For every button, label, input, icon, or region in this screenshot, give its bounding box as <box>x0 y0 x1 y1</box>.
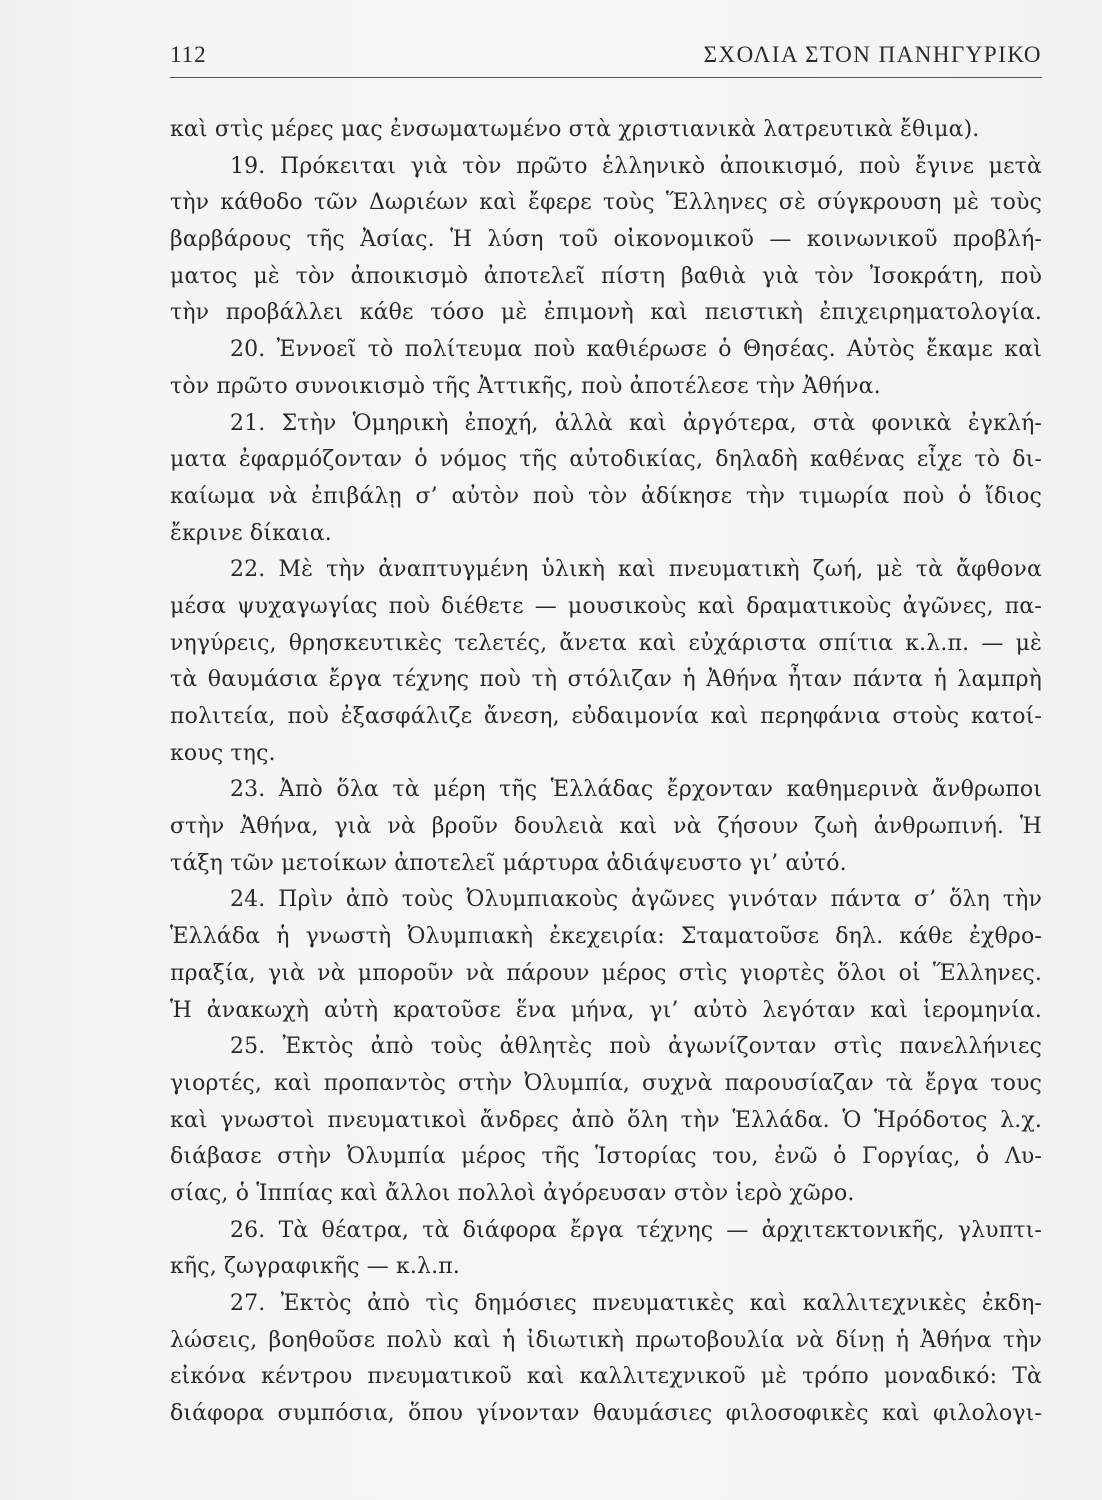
text-line: 19. Πρόκειται γιὰ τὸν πρῶτο ἑλληνικὸ ἀποικισμό, ποὺ ἔγινε μετὰ <box>230 153 1042 179</box>
text-line: 22. Μὲ τὴν ἀναπτυγμένη ὑλικὴ καὶ πνευματικὴ ζωή, μὲ τὰ ἄφθονα <box>230 557 1042 583</box>
text-line: κῆς, ζωγραφικῆς — κ.λ.π. <box>170 1254 461 1280</box>
text-line: 27. Ἐκτὸς ἀπὸ τὶς δημόσιες πνευματικὲς καὶ καλλιτεχνικὲς ἐκδη- <box>230 1291 1042 1316</box>
text-line: μέσα ψυχαγωγίας ποὺ διέθετε — μουσικοὺς καὶ δραματικοὺς ἀγῶνες, πα- <box>170 593 1042 619</box>
text-line: τάξη τῶν μετοίκων ἀποτελεῖ μάρτυρα ἀδιάψευστο γι’ αὐτό. <box>170 850 847 876</box>
text-line: λώσεις, βοηθοῦσε πολὺ καὶ ἡ ἰδιωτικὴ πρωτοβουλία νὰ δίνῃ ἡ Ἀθήνα τὴν <box>170 1327 1042 1353</box>
text-line: εἰκόνα κέντρου πνευματικοῦ καὶ καλλιτεχνικοῦ μὲ τρόπο μοναδικό: Τὰ <box>170 1364 1042 1390</box>
text-line: βαρβάρους τῆς Ἀσίας. Ἡ λύση τοῦ οἰκονομικοῦ — κοινωνικοῦ προβλή- <box>170 227 1042 253</box>
text-line: 25. Ἐκτὸς ἀπὸ τοὺς ἀθλητὲς ποὺ ἀγωνίζονταν στὶς πανελλήνιες <box>230 1034 1042 1060</box>
text-line: 26. Τὰ θέατρα, τὰ διάφορα ἔργα τέχνης — ἀρχιτεκτονικῆς, γλυπτι- <box>230 1217 1042 1243</box>
text-line: σίας, ὁ Ἱππίας καὶ ἄλλοι πολλοὶ ἀγόρευσαν στὸν ἱερὸ χῶρο. <box>170 1180 855 1206</box>
text-line: 20. Ἐννοεῖ τὸ πολίτευμα ποὺ καθιέρωσε ὁ Θησέας. Αὐτὸς ἔκαμε καὶ <box>230 337 1042 363</box>
text-line: διάβασε στὴν Ὀλυμπία μέρος τῆς Ἱστορίας του, ἐνῶ ὁ Γοργίας, ὁ Λυ- <box>170 1144 1042 1170</box>
text-line: στὴν Ἀθήνα, γιὰ νὰ βροῦν δουλειὰ καὶ νὰ ζήσουν ζωὴ ἀνθρωπινή. Ἡ <box>170 814 1042 840</box>
body-text <box>170 112 1042 1433</box>
text-line: ἔκρινε δίκαια. <box>170 520 332 546</box>
text-line: διάφορα συμπόσια, ὅπου γίνονταν θαυμάσιες φιλοσοφικὲς καὶ φιλολογι- <box>170 1401 1042 1427</box>
text-line: καὶ γνωστοὶ πνευματικοὶ ἄνδρες ἀπὸ ὅλη τὴν Ἑλλάδα. Ὁ Ἡρόδοτος λ.χ. <box>170 1107 1042 1133</box>
page-number: 112 <box>170 42 207 67</box>
text-line: πολιτεία, ποὺ ἐξασφάλιζε ἄνεση, εὐδαιμονία καὶ περηφάνια στοὺς κατοί- <box>170 704 1042 729</box>
text-line: τὰ θαυμάσια ἔργα τέχνης ποὺ τὴ στόλιζαν ἡ Ἀθήνα ἦταν πάντα ἡ λαμπρὴ <box>170 667 1042 693</box>
page-header <box>170 42 1042 76</box>
text-line: 23. Ἀπὸ ὅλα τὰ μέρη τῆς Ἑλλάδας ἔρχονταν καθημερινὰ ἄνθρωποι <box>230 777 1042 803</box>
text-line: Ἑλλάδα ἡ γνωστὴ Ὀλυμπιακὴ ἐκεχειρία: Σταματοῦσε δηλ. κάθε ἐχθρο- <box>170 924 1042 950</box>
text-line: γιορτές, καὶ προπαντὸς στὴν Ὀλυμπία, συχνὰ παρουσίαζαν τὰ ἔργα τους <box>170 1070 1042 1096</box>
text-line: καὶ στὶς μέρες μας ἐνσωματωμένο στὰ χριστιανικὰ λατρευτικὰ ἔθιμα). <box>170 117 980 142</box>
text-line: ματος μὲ τὸν ἀποικισμὸ ἀποτελεῖ πίστη βαθιὰ γιὰ τὸν Ἰσοκράτη, ποὺ <box>170 263 1042 289</box>
text-line: τὴν προβάλλει κάθε τόσο μὲ ἐπιμονὴ καὶ πειστικὴ ἐπιχειρηματολογία. <box>170 300 1042 326</box>
running-title: ΣΧΟΛΙΑ ΣΤΟΝ ΠΑΝΗΓΥΡΙΚΟ <box>703 42 1042 67</box>
text-line: τὴν κάθοδο τῶν Δωριέων καὶ ἔφερε τοὺς Ἕλληνες σὲ σύγκρουση μὲ τοὺς <box>170 190 1042 216</box>
text-line: 24. Πρὶν ἀπὸ τοὺς Ὀλυμπιακοὺς ἀγῶνες γινόταν πάντα σ’ ὅλη τὴν <box>230 887 1042 913</box>
text-line: κους της. <box>170 740 276 766</box>
text-line: 21. Στὴν Ὁμηρικὴ ἐποχή, ἀλλὰ καὶ ἀργότερα, στὰ φονικὰ ἐγκλή- <box>230 410 1042 436</box>
text-line: τὸν πρῶτο συνοικισμὸ τῆς Ἀττικῆς, ποὺ ἀποτέλεσε τὴν Ἀθήνα. <box>170 373 881 399</box>
text-line: ματα ἐφαρμόζονταν ὁ νόμος τῆς αὐτοδικίας, δηλαδὴ καθένας εἶχε τὸ δι- <box>170 447 1042 473</box>
text-line: πραξία, γιὰ νὰ μποροῦν νὰ πάρουν μέρος στὶς γιορτὲς ὅλοι οἱ Ἕλληνες. <box>170 960 1042 986</box>
text-line: νηγύρεις, θρησκευτικὲς τελετές, ἄνετα καὶ εὐχάριστα σπίτια κ.λ.π. — μὲ <box>170 630 1042 656</box>
text-line: καίωμα νὰ ἐπιβάλῃ σ’ αὐτὸν ποὺ τὸν ἀδίκησε τὴν τιμωρία ποὺ ὁ ἴδιος <box>170 483 1042 509</box>
header-rule <box>170 77 1042 78</box>
text-line: Ἡ ἀνακωχὴ αὐτὴ κρατοῦσε ἕνα μήνα, γι’ αὐτὸ λεγόταν καὶ ἱερομηνία. <box>170 997 1042 1023</box>
